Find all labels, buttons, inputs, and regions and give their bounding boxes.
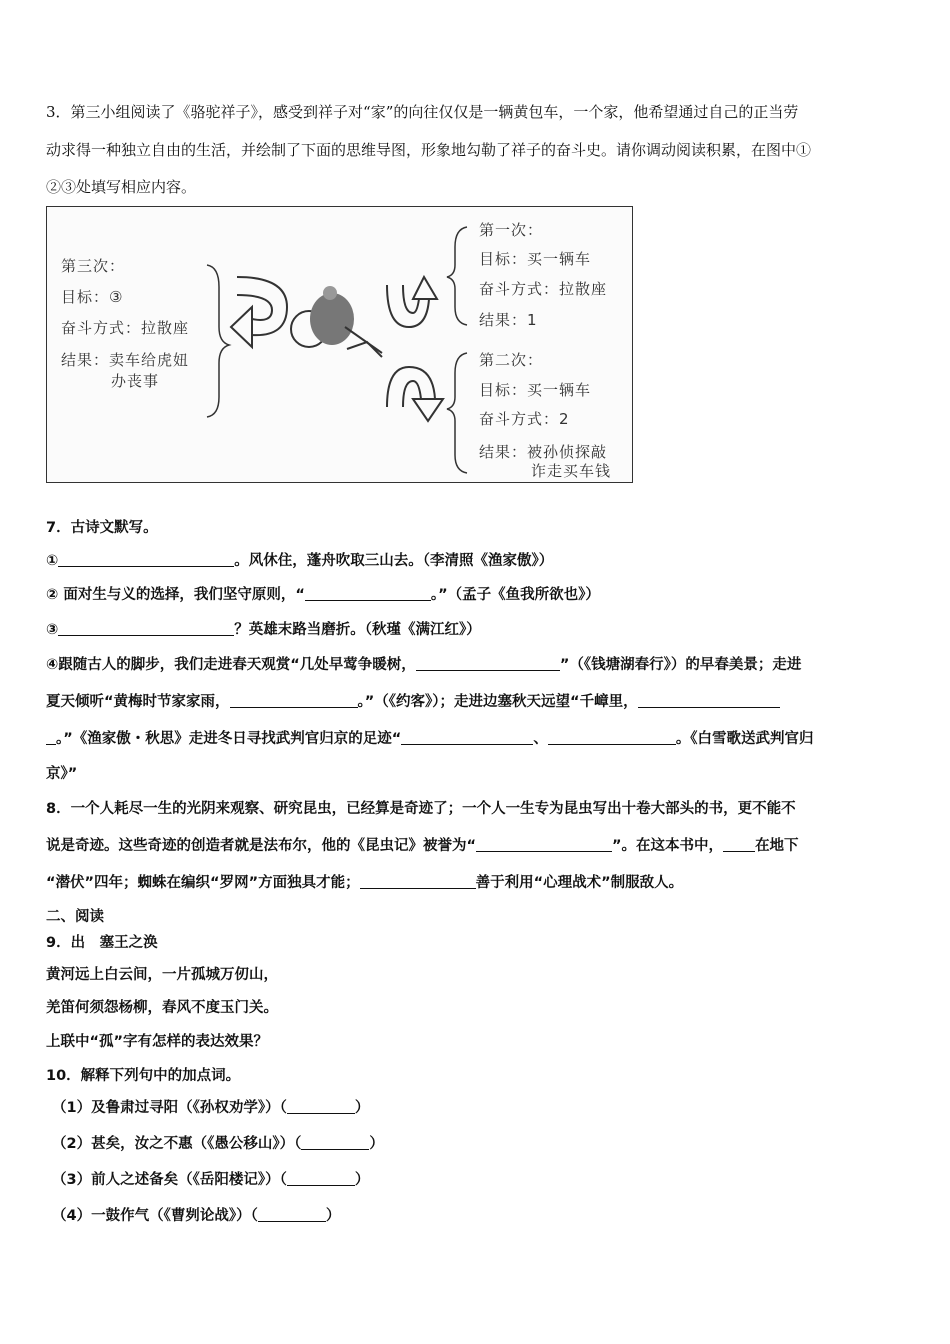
third-goal: 目标：③ (61, 288, 124, 306)
second-result-cont: 诈走买车钱 (531, 462, 612, 480)
q8-line-3b: 善于利用“心理战术”制服敌人。 (475, 875, 684, 891)
lower-curve-arrow-inner (403, 381, 421, 407)
q3-line-3: ②③处填写相应内容。 (46, 178, 197, 196)
first-result: 结果：1 (479, 311, 538, 329)
q10-item-4-label: （4）一鼓作气（《曹刿论战》）（ (52, 1208, 258, 1224)
q9-question: 上联中“孤”字有怎样的表达效果？ (46, 1034, 269, 1050)
lower-curve-arrow-outer (387, 367, 435, 407)
q7-blank-1[interactable] (58, 551, 234, 567)
q7-item-4-c: 夏天倾听“黄梅时节家家雨， (46, 694, 230, 710)
q10-blank-4[interactable] (258, 1206, 326, 1222)
q10-blank-3[interactable] (287, 1170, 355, 1186)
q8-line-3 (46, 873, 683, 893)
lower-right-brace (447, 353, 467, 473)
first-method: 奋斗方式：拉散座 (479, 280, 608, 298)
q8-line-2c: 在地下 (755, 838, 799, 854)
q10-item-4-end: ） (325, 1208, 341, 1224)
q8-blank-3[interactable] (360, 873, 476, 889)
q7-item-3-mark: ③ (46, 622, 59, 638)
q9-poem-line-1: 黄河远上白云间，一片孤城万仞山， (46, 967, 278, 983)
left-curve-arrow-outer (237, 277, 287, 335)
q8-line-2 (46, 836, 799, 856)
q7-item-4-f: 、 (533, 731, 548, 747)
upper-right-brace (447, 227, 467, 325)
q7-item-4-line-4: 京》” (46, 766, 78, 782)
q8-line-1: 8．一个人耗尽一生的光阴来观察、研究昆虫，已经算是奇迹了；一个人一生专为昆虫写出十卷大部头的书，更不能不 (46, 801, 796, 817)
lower-arrow-head (413, 399, 443, 421)
q10-item-4 (52, 1206, 340, 1226)
q7-item-2-prefix: ② 面对生与义的选择，我们坚守原则，“ (46, 587, 305, 603)
q7-title: 7．古诗文默写。 (46, 520, 158, 536)
q7-item-4-g: 。《白雪歌送武判官归 (675, 731, 814, 747)
q9-poem-line-2: 羌笛何须怨杨柳，春风不度玉门关。 (46, 1000, 278, 1016)
third-title: 第三次： (61, 257, 126, 275)
q8-line-2b: ”。在这本书中， (612, 838, 724, 854)
q7-item-4-line-1 (46, 655, 801, 675)
second-title: 第二次： (479, 351, 544, 369)
q7-item-4-a: ④跟随古人的脚步，我们走进春天观赏“几处早莺争暖树， (46, 657, 416, 673)
left-arrow-head (231, 307, 252, 347)
q7-blank-4c-cont[interactable] (46, 729, 56, 745)
q8-line-2a: 说是奇迹。这些奇迹的创造者就是法布尔，他的《昆虫记》被誉为“ (46, 838, 477, 854)
q7-blank-4a[interactable] (416, 655, 560, 671)
third-result-cont: 办丧事 (111, 372, 160, 390)
mind-map-figure (46, 206, 633, 483)
q7-item-1-text: 。风休住，蓬舟吹取三山去。（李清照《渔家傲》） (234, 553, 554, 569)
q7-item-2 (46, 585, 600, 605)
q7-item-4-d: 。”（《约客》）；走进边塞秋天远望“千嶂里， (357, 694, 638, 710)
q10-item-1 (52, 1098, 369, 1118)
q10-item-2 (52, 1134, 384, 1154)
third-method: 奋斗方式：拉散座 (61, 319, 190, 337)
first-title: 第一次： (479, 221, 544, 239)
upper-curve-arrow-outer (387, 285, 429, 327)
q7-item-3-text: ？英雄末路当磨折。（秋瑾《满江红》） (234, 622, 481, 638)
q7-item-4-b: ”（《钱塘湖春行》）的早春美景；走进 (559, 657, 802, 673)
q7-blank-4c[interactable] (638, 692, 780, 708)
second-goal: 目标：买一辆车 (479, 381, 592, 399)
rickshaw-illustration (291, 286, 382, 357)
q8-blank-2[interactable] (723, 836, 755, 852)
q10-blank-1[interactable] (287, 1098, 355, 1114)
q7-blank-3[interactable] (58, 620, 234, 636)
q3-line-2: 动求得一种独立自由的生活，并绘制了下面的思维导图，形象地勾勒了祥子的奋斗史。请你调动阅读积累，在图中① (46, 141, 812, 159)
q9-title: 9．出 塞王之涣 (46, 935, 158, 951)
q7-blank-4d[interactable] (401, 729, 533, 745)
q10-title: 10．解释下列句中的加点词。 (46, 1068, 241, 1084)
q7-item-2-suffix: 。”（孟子《鱼我所欲也》） (430, 587, 600, 603)
q10-item-2-label: （2）甚矣，汝之不惠（《愚公移山》）（ (52, 1136, 302, 1152)
left-brace (207, 265, 229, 417)
q7-item-1 (46, 551, 553, 571)
q3-line-1: 3．第三小组阅读了《骆驼祥子》，感受到祥子对“家”的向往仅仅是一辆黄包车，一个家，他希望通过自己的正当劳 (46, 103, 799, 121)
q10-item-2-end: ） (369, 1136, 384, 1152)
q7-blank-4b[interactable] (230, 692, 358, 708)
q7-item-4-line-3 (46, 729, 814, 749)
q10-item-1-end: ） (354, 1100, 370, 1116)
second-result: 结果：被孙侦探敲 (479, 443, 608, 461)
q10-item-3-end: ） (354, 1172, 370, 1188)
upper-arrow-head (413, 277, 437, 299)
section-2-heading: 二、阅读 (46, 909, 104, 925)
second-method: 奋斗方式：2 (479, 410, 570, 428)
first-goal: 目标：买一辆车 (479, 250, 592, 268)
third-result: 结果：卖车给虎妞 (61, 351, 190, 369)
q7-blank-2[interactable] (305, 585, 431, 601)
q8-line-3a: “潜伏”四年；蜘蛛在编织“罗网”方面独具才能； (46, 875, 360, 891)
q10-blank-2[interactable] (301, 1134, 369, 1150)
q7-item-4-line-2 (46, 692, 780, 712)
q7-blank-4e[interactable] (548, 729, 676, 745)
q7-item-1-mark: ① (46, 553, 59, 569)
q7-item-4-e: 。”《渔家傲・秋思》走进冬日寻找武判官归京的足迹“ (56, 731, 402, 747)
q10-item-3-label: （3）前人之述备矣（《岳阳楼记》）（ (52, 1172, 287, 1188)
q8-blank-1[interactable] (476, 836, 612, 852)
q10-item-3 (52, 1170, 369, 1190)
q7-item-3 (46, 620, 481, 640)
q10-item-1-label: （1）及鲁肃过寻阳（《孙权劝学》）（ (52, 1100, 287, 1116)
